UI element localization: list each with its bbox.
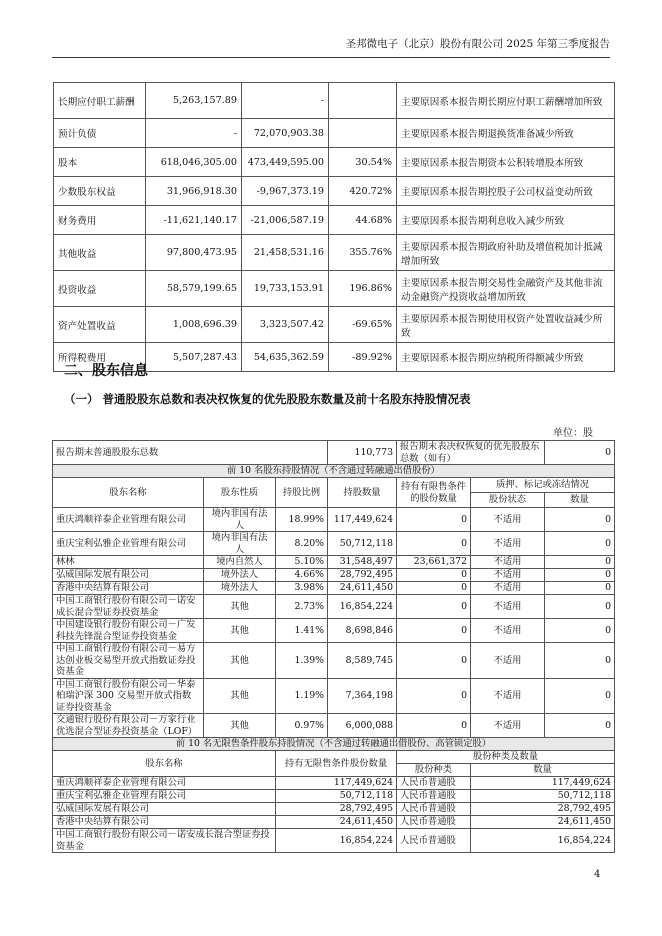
shareholder-name: 重庆鸿顺祥泰企业管理有限公司 — [53, 777, 276, 790]
item-name: 财务费用 — [54, 206, 146, 235]
restricted-qty: 0 — [397, 714, 471, 738]
item-name: 资产处置收益 — [54, 307, 146, 343]
col-header-nature: 股东性质 — [204, 478, 276, 508]
changes-row — [54, 307, 615, 343]
shareholder-row — [53, 582, 615, 595]
pledge-status: 不适用 — [471, 532, 545, 556]
unrestricted-row — [53, 816, 615, 829]
shareholder-name: 交通银行股份有限公司－万家行业优选混合型证券投资基金（LOF） — [53, 714, 204, 738]
holding-ratio: 18.99% — [276, 508, 328, 532]
pledge-qty: 0 — [545, 532, 615, 556]
shareholder-name: 中国工商银行股份有限公司－诺安成长混合型证券投资基金 — [53, 829, 276, 853]
changes-row — [54, 206, 615, 235]
change-reason: 主要原因系本报告期交易性金融资产及其他非流动金融资产投资收益增加所致 — [397, 271, 615, 307]
change-reason: 主要原因系本报告期利息收入减少所致 — [397, 206, 615, 235]
shareholder-nature: 境内非国有法人 — [204, 532, 276, 556]
pledge-status: 不适用 — [471, 508, 545, 532]
current-amount: 5,507,287.43 — [146, 343, 242, 372]
page-number: 4 — [594, 869, 601, 880]
restricted-qty: 0 — [397, 643, 471, 679]
restricted-qty: 23,661,372 — [397, 556, 471, 569]
shareholder-nature: 境内自然人 — [204, 556, 276, 569]
holding-qty: 24,611,450 — [328, 582, 397, 595]
pledge-status: 不适用 — [471, 678, 545, 714]
shareholder-row — [53, 556, 615, 569]
current-amount: -11,621,140.17 — [146, 206, 242, 235]
shareholder-nature: 其他 — [204, 619, 276, 643]
pledge-status: 不适用 — [471, 619, 545, 643]
current-amount: 5,263,157.89 — [146, 83, 242, 119]
col-header-pledge: 质押、标记或冻结情况 — [471, 478, 615, 493]
top10-band: 前 10 名股东持股情况（不含通过转融通出借股份） — [53, 465, 615, 478]
pledge-qty: 0 — [545, 678, 615, 714]
changes-table — [53, 82, 615, 372]
shareholder-nature: 境内非国有法人 — [204, 508, 276, 532]
previous-amount: -21,006,587.19 — [242, 206, 329, 235]
change-ratio: -69.65% — [329, 307, 397, 343]
shareholder-name: 香港中央结算有限公司 — [53, 816, 276, 829]
u-col-header-name: 股东名称 — [53, 751, 276, 777]
shareholder-name: 中国工商银行股份有限公司－易方达创业板交易型开放式指数证券投资基金 — [53, 643, 204, 679]
changes-row — [54, 271, 615, 307]
holding-qty: 16,854,224 — [328, 595, 397, 619]
changes-row — [54, 119, 615, 148]
report-header: 圣邦微电子（北京）股份有限公司 2025 年第三季度报告 — [345, 38, 610, 50]
current-amount: - — [146, 119, 242, 148]
pledge-qty: 0 — [545, 569, 615, 582]
change-ratio: -89.92% — [329, 343, 397, 372]
previous-amount: 72,070,903.38 — [242, 119, 329, 148]
holding-ratio: 3.98% — [276, 582, 328, 595]
previous-amount: 21,458,531.16 — [242, 235, 329, 271]
header-rule — [52, 57, 610, 58]
item-name: 股本 — [54, 148, 146, 177]
restricted-qty: 0 — [397, 678, 471, 714]
unrestricted-row — [53, 777, 615, 790]
unit-label: 单位：股 — [553, 428, 593, 439]
holding-qty: 8,698,846 — [328, 619, 397, 643]
holding-ratio: 2.73% — [276, 595, 328, 619]
summary-row — [53, 441, 615, 465]
change-reason: 主要原因系本报告期使用权资产处置收益减少所致 — [397, 307, 615, 343]
col-header-pledge-status: 股份状态 — [471, 493, 545, 508]
change-ratio: 355.76% — [329, 235, 397, 271]
u-col-header-kind-group: 股份种类及数量 — [397, 751, 615, 764]
previous-amount: 54,635,362.59 — [242, 343, 329, 372]
pledge-qty: 0 — [545, 508, 615, 532]
pledge-status: 不适用 — [471, 582, 545, 595]
unrestricted-qty: 117,449,624 — [276, 777, 397, 790]
shareholder-nature: 境外法人 — [204, 569, 276, 582]
change-ratio: 420.72% — [329, 177, 397, 206]
shareholder-row — [53, 532, 615, 556]
pledge-qty: 0 — [545, 595, 615, 619]
shareholder-name: 弘威国际发展有限公司 — [53, 803, 276, 816]
share-kind: 人民币普通股 — [397, 816, 471, 829]
u-col-header-kind: 股份种类 — [397, 764, 471, 777]
pledge-qty: 0 — [545, 643, 615, 679]
pledge-status: 不适用 — [471, 569, 545, 582]
unrestricted-row — [53, 790, 615, 803]
unrestricted-row — [53, 829, 615, 853]
col-header-pledge-qty: 数量 — [545, 493, 615, 508]
change-ratio — [329, 119, 397, 148]
shareholder-nature: 其他 — [204, 643, 276, 679]
unrestricted-row — [53, 803, 615, 816]
share-kind-qty: 16,854,224 — [471, 829, 615, 853]
holding-qty: 7,364,198 — [328, 678, 397, 714]
item-name: 少数股东权益 — [54, 177, 146, 206]
shareholder-row — [53, 643, 615, 679]
pledge-qty: 0 — [545, 556, 615, 569]
holding-ratio: 4.66% — [276, 569, 328, 582]
u-col-header-kind-qty: 数量 — [471, 764, 615, 777]
restricted-qty: 0 — [397, 582, 471, 595]
holding-qty: 31,548,497 — [328, 556, 397, 569]
subsection-title: （一） 普通股股东总数和表决权恢复的优先股股东数量及前十名股东持股情况表 — [64, 392, 471, 406]
holding-ratio: 8.20% — [276, 532, 328, 556]
change-reason: 主要原因系本报告期长期应付职工薪酬增加所致 — [397, 83, 615, 119]
share-kind-qty: 50,712,118 — [471, 790, 615, 803]
current-amount: 58,579,199.65 — [146, 271, 242, 307]
holding-qty: 117,449,624 — [328, 508, 397, 532]
holding-ratio: 1.19% — [276, 678, 328, 714]
current-amount: 97,800,473.95 — [146, 235, 242, 271]
shareholder-name: 弘威国际发展有限公司 — [53, 569, 204, 582]
pref-count-value: 0 — [545, 441, 615, 465]
change-reason: 主要原因系本报告期应纳税所得额减少所致 — [397, 343, 615, 372]
item-name: 投资收益 — [54, 271, 146, 307]
holding-qty: 28,792,495 — [328, 569, 397, 582]
shareholder-row — [53, 678, 615, 714]
pledge-status: 不适用 — [471, 556, 545, 569]
pledge-qty: 0 — [545, 582, 615, 595]
item-name: 预计负债 — [54, 119, 146, 148]
change-reason: 主要原因系本报告期政府补助及增值税加计抵减增加所致 — [397, 235, 615, 271]
col-header-ratio: 持股比例 — [276, 478, 328, 508]
change-reason: 主要原因系本报告期控股子公司权益变动所致 — [397, 177, 615, 206]
holding-ratio: 1.39% — [276, 643, 328, 679]
shareholder-name: 重庆宝利弘雅企业管理有限公司 — [53, 790, 276, 803]
restricted-qty: 0 — [397, 508, 471, 532]
current-amount: 31,966,918.30 — [146, 177, 242, 206]
previous-amount: 19,733,153.91 — [242, 271, 329, 307]
change-ratio — [329, 83, 397, 119]
unrestricted-qty: 50,712,118 — [276, 790, 397, 803]
changes-row — [54, 177, 615, 206]
col-header-name: 股东名称 — [53, 478, 204, 508]
change-reason: 主要原因系本报告期退换货准备减少所致 — [397, 119, 615, 148]
shareholder-name: 中国建设银行股份有限公司－广发科技先锋混合型证券投资基金 — [53, 619, 204, 643]
holding-qty: 8,589,745 — [328, 643, 397, 679]
unrestricted-qty: 28,792,495 — [276, 803, 397, 816]
shareholder-row — [53, 508, 615, 532]
pledge-status: 不适用 — [471, 643, 545, 679]
section-title: 二、股东信息 — [64, 363, 148, 379]
shareholder-row — [53, 619, 615, 643]
restricted-qty: 0 — [397, 532, 471, 556]
change-ratio: 44.68% — [329, 206, 397, 235]
item-name: 所得税费用 — [54, 343, 146, 372]
pledge-status: 不适用 — [471, 595, 545, 619]
u-col-header-qty: 持有无限售条件股份数量 — [276, 751, 397, 777]
unrestricted-qty: 16,854,224 — [276, 829, 397, 853]
current-amount: 1,008,696.39 — [146, 307, 242, 343]
col-header-qty: 持股数量 — [328, 478, 397, 508]
pref-count-label: 报告期末表决权恢复的优先股股东总数（如有） — [397, 441, 545, 465]
item-name: 长期应付职工薪酬 — [54, 83, 146, 119]
shareholder-nature: 其他 — [204, 714, 276, 738]
share-kind-qty: 117,449,624 — [471, 777, 615, 790]
shareholder-nature: 其他 — [204, 678, 276, 714]
shareholder-name: 中国工商银行股份有限公司－诺安成长混合型证券投资基金 — [53, 595, 204, 619]
shareholder-row — [53, 569, 615, 582]
holding-qty: 6,000,088 — [328, 714, 397, 738]
shareholder-table — [52, 440, 615, 853]
changes-row — [54, 83, 615, 119]
holding-ratio: 1.41% — [276, 619, 328, 643]
previous-amount: -9,967,373.19 — [242, 177, 329, 206]
share-kind-qty: 28,792,495 — [471, 803, 615, 816]
share-kind: 人民币普通股 — [397, 803, 471, 816]
share-kind: 人民币普通股 — [397, 790, 471, 803]
change-ratio: 30.54% — [329, 148, 397, 177]
share-kind-qty: 24,611,450 — [471, 816, 615, 829]
change-reason: 主要原因系本报告期资本公积转增股本所致 — [397, 148, 615, 177]
restricted-qty: 0 — [397, 569, 471, 582]
unrestricted-qty: 24,611,450 — [276, 816, 397, 829]
common-count-value: 110,773 — [328, 441, 397, 465]
changes-row — [54, 148, 615, 177]
shareholder-row — [53, 714, 615, 738]
share-kind: 人民币普通股 — [397, 829, 471, 853]
holding-ratio: 0.97% — [276, 714, 328, 738]
shareholder-name: 林林 — [53, 556, 204, 569]
common-count-label: 报告期末普通股股东总数 — [53, 441, 328, 465]
unrestricted-band: 前 10 名无限售条件股东持股情况（不含通过转融通出借股份、高管锁定股） — [53, 738, 615, 751]
previous-amount: 3,323,507.42 — [242, 307, 329, 343]
pledge-qty: 0 — [545, 714, 615, 738]
item-name: 其他收益 — [54, 235, 146, 271]
shareholder-name: 香港中央结算有限公司 — [53, 582, 204, 595]
restricted-qty: 0 — [397, 619, 471, 643]
previous-amount: - — [242, 83, 329, 119]
shareholder-nature: 境外法人 — [204, 582, 276, 595]
shareholder-name: 重庆宝利弘雅企业管理有限公司 — [53, 532, 204, 556]
share-kind: 人民币普通股 — [397, 777, 471, 790]
shareholder-name: 中国工商银行股份有限公司－华泰柏瑞沪深 300 交易型开放式指数证券投资基金 — [53, 678, 204, 714]
shareholder-name: 重庆鸿顺祥泰企业管理有限公司 — [53, 508, 204, 532]
changes-row — [54, 235, 615, 271]
change-ratio: 196.86% — [329, 271, 397, 307]
restricted-qty: 0 — [397, 595, 471, 619]
shareholder-nature: 其他 — [204, 595, 276, 619]
holding-qty: 50,712,118 — [328, 532, 397, 556]
holding-ratio: 5.10% — [276, 556, 328, 569]
pledge-qty: 0 — [545, 619, 615, 643]
previous-amount: 473,449,595.00 — [242, 148, 329, 177]
shareholder-row — [53, 595, 615, 619]
current-amount: 618,046,305.00 — [146, 148, 242, 177]
pledge-status: 不适用 — [471, 714, 545, 738]
col-header-restricted: 持有有限售条件的股份数量 — [397, 478, 471, 508]
